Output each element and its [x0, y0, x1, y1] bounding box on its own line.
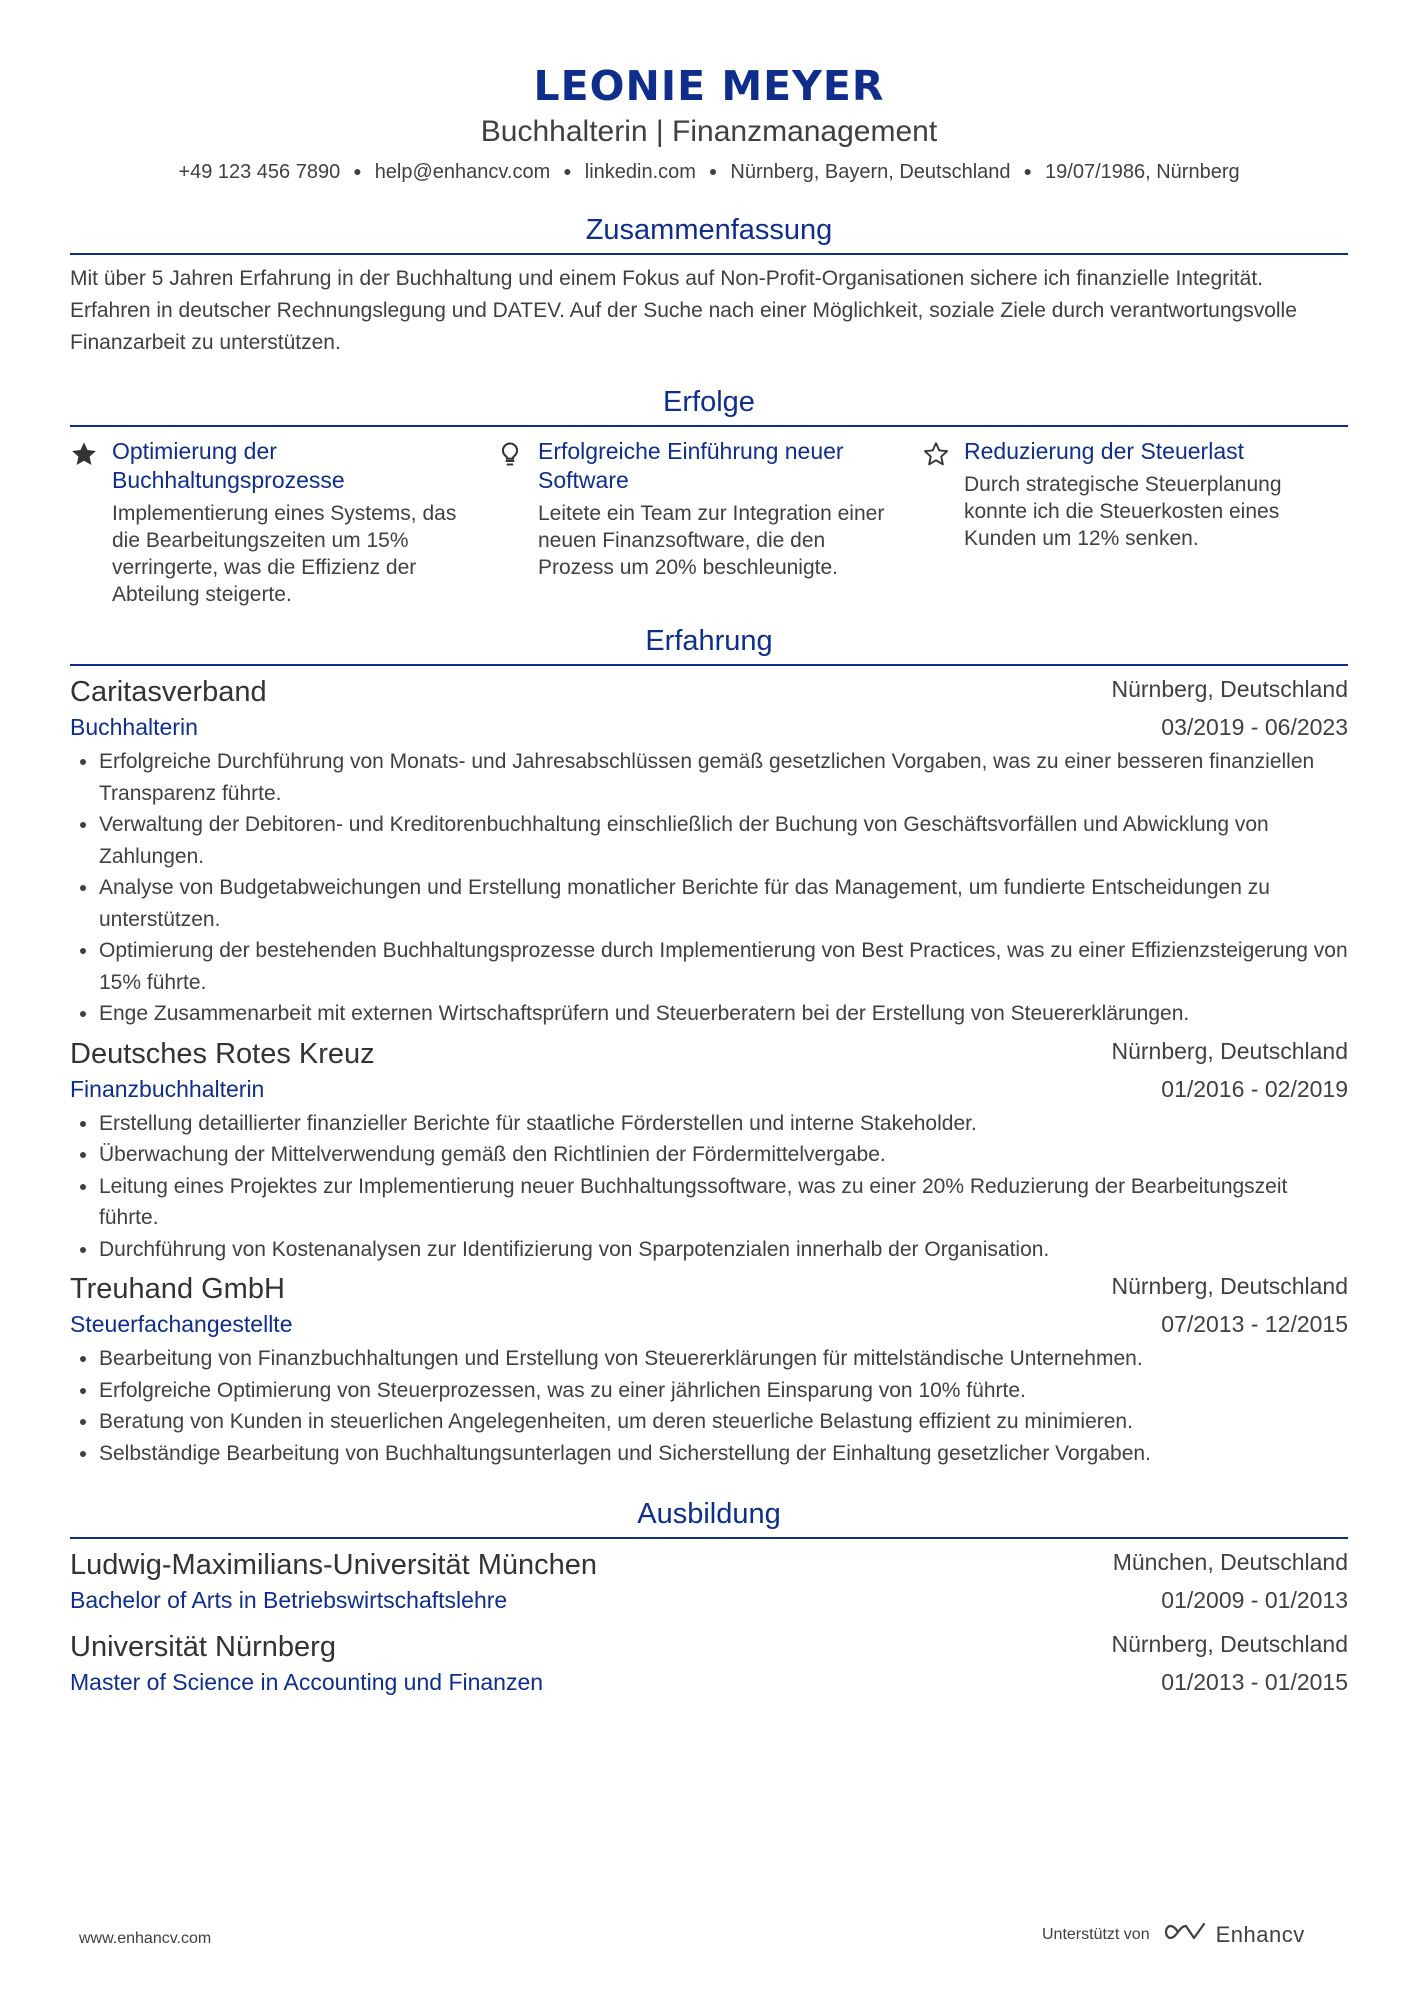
list-item: • Erfolgreiche Optimierung von Steuerprozessen, was zu einer jährlichen Einsparung von 10% führte. [99, 1375, 1348, 1407]
list-item: • Überwachung der Mittelverwendung gemäß den Richtlinien der Fördermittelvergabe. [99, 1139, 1348, 1171]
job-bullets [70, 746, 1348, 1030]
summary-text: Mit über 5 Jahren Erfahrung in der Buchhaltung und einem Fokus auf Non-Profit-Organisationen sichere ich finanzielle Integrität. Erfahren in deutscher Rechnungslegung und DATEV. Auf der Suche nach einer Möglichkeit, soziale Ziele durch verantwortungsvolle Finanzarbeit zu unterstützen. [70, 267, 1297, 354]
edu-dates: 01/2013 - 01/2015 [1161, 1669, 1348, 1695]
edu-degree: Bachelor of Arts in Betriebswirtschaftslehre [70, 1587, 508, 1613]
enhancv-logo-icon [1164, 1920, 1208, 1949]
job-bullets [70, 1343, 1348, 1469]
footer-website[interactable]: www.enhancv.com [79, 1930, 212, 1947]
job-dates: 07/2013 - 12/2015 [1161, 1311, 1348, 1337]
job-dates: 03/2019 - 06/2023 [1161, 714, 1348, 740]
contact-birth: 19/07/1986, Nürnberg [1045, 161, 1240, 183]
achievement-title: Optimierung der Buchhaltungsprozesse [112, 438, 345, 493]
list-item: • Beratung von Kunden in steuerlichen Angelegenheiten, um deren steuerliche Belastung effizient zu minimieren. [99, 1406, 1348, 1438]
job-role: Steuerfachangestellte [70, 1311, 293, 1337]
job-location: Nürnberg, Deutschland [1111, 676, 1348, 702]
section-title-education: Ausbildung [70, 1497, 1348, 1539]
job-company: Deutsches Rotes Kreuz [70, 1037, 375, 1070]
job-company: Caritasverband [70, 676, 267, 708]
achievement-item [496, 437, 922, 608]
contact-location: Nürnberg, Bayern, Deutschland [730, 161, 1011, 183]
footer-branding [1042, 1920, 1305, 1949]
candidate-subtitle: Buchhalterin | Finanzmanagement [480, 115, 938, 148]
job-role: Buchhalterin [70, 714, 198, 740]
job-entry [70, 1036, 1348, 1266]
achievement-text: Durch strategische Steuerplanung konnte ich die Steuerkosten eines Kunden um 12% senken. [964, 473, 1282, 550]
job-company: Treuhand GmbH [70, 1273, 285, 1305]
achievement-text: Leitete ein Team zur Integration einer neuen Finanzsoftware, die den Prozess um 20% beschleunigte. [538, 502, 885, 579]
achievement-title: Erfolgreiche Einführung neuer Software [538, 438, 844, 493]
section-title-summary: Zusammenfassung [70, 213, 1348, 255]
star-filled-icon [70, 437, 112, 608]
bullet-separator: ● [563, 163, 572, 179]
edu-dates: 01/2009 - 01/2013 [1161, 1587, 1348, 1613]
edu-location: Nürnberg, Deutschland [1111, 1631, 1348, 1657]
job-location: Nürnberg, Deutschland [1111, 1273, 1348, 1299]
list-item: • Erstellung detaillierter finanzieller Berichte für staatliche Förderstellen und interne Stakeholder. [99, 1108, 1348, 1140]
list-item: • Verwaltung der Debitoren- und Kreditorenbuchhaltung einschließlich der Buchung von Geschäftsvorfällen und Abwicklung von Zahlungen. [99, 809, 1348, 872]
experience-section [70, 624, 1348, 1469]
summary-section [70, 213, 1348, 359]
section-title-experience: Erfahrung [70, 624, 1348, 666]
resume-page [70, 0, 1348, 1697]
education-section [70, 1497, 1348, 1697]
edu-school: Ludwig-Maximilians-Universität München [70, 1549, 598, 1581]
job-dates: 01/2016 - 02/2019 [1161, 1075, 1348, 1102]
achievement-item [70, 437, 496, 608]
edu-school: Universität Nürnberg [70, 1631, 336, 1663]
education-entry [70, 1547, 1348, 1615]
achievement-text: Implementierung eines Systems, das die Bearbeitungszeiten um 15% verringerte, was die Effizienz der Abteilung steigerte. [112, 502, 457, 606]
bullet-separator: ● [1023, 163, 1033, 179]
job-role: Finanzbuchhalterin [70, 1075, 265, 1102]
education-entry [70, 1629, 1348, 1697]
lightbulb-icon [496, 437, 538, 608]
star-outline-icon [922, 437, 964, 608]
job-entry [70, 1271, 1348, 1469]
job-location: Nürnberg, Deutschland [1111, 1037, 1348, 1064]
list-item: • Analyse von Budgetabweichungen und Erstellung monatlicher Berichte für das Management, um fundierte Entscheidungen zu unterstützen. [99, 872, 1348, 935]
candidate-name: LEONIE MEYER [533, 62, 885, 110]
list-item: • Enge Zusammenarbeit mit externen Wirtschaftsprüfern und Steuerberatern bei der Erstellung von Steuererklärungen. [99, 998, 1348, 1030]
list-item: • Selbständige Bearbeitung von Buchhaltungsunterlagen und Sicherstellung der Einhaltung gesetzlicher Vorgaben. [99, 1438, 1348, 1470]
bullet-separator: ● [353, 163, 362, 179]
job-bullets [70, 1108, 1348, 1266]
list-item: • Leitung eines Projektes zur Implementierung neuer Buchhaltungssoftware, was zu einer 20% Reduzierung der Bearbeitungszeit führte. [99, 1171, 1348, 1234]
section-title-achievements: Erfolge [70, 385, 1348, 427]
achievement-title: Reduzierung der Steuerlast [964, 438, 1244, 464]
achievements-section [70, 385, 1348, 608]
contact-linkedin[interactable]: linkedin.com [584, 161, 696, 183]
bullet-separator: ● [708, 163, 718, 179]
contact-line [70, 158, 1348, 185]
achievement-item [922, 437, 1348, 608]
job-entry [70, 674, 1348, 1030]
contact-phone[interactable]: +49 123 456 7890 [178, 161, 341, 183]
footer-powered-by: Unterstützt von [1042, 1925, 1150, 1943]
list-item: • Erfolgreiche Durchführung von Monats- und Jahresabschlüssen gemäß gesetzlichen Vorgaben, was zu einer besseren finanziellen Transparenz führte. [99, 746, 1348, 809]
edu-location: München, Deutschland [1112, 1549, 1348, 1575]
footer-brand[interactable]: Enhancv [1215, 1921, 1305, 1947]
edu-degree: Master of Science in Accounting und Finanzen [70, 1669, 544, 1695]
list-item: • Optimierung der bestehenden Buchhaltungsprozesse durch Implementierung von Best Practices, was zu einer Effizienzsteigerung von 15% führte. [99, 935, 1348, 998]
list-item: • Durchführung von Kostenanalysen zur Identifizierung von Sparpotenzialen innerhalb der Organisation. [99, 1234, 1348, 1266]
list-item: • Bearbeitung von Finanzbuchhaltungen und Erstellung von Steuererklärungen für mittelständische Unternehmen. [99, 1343, 1348, 1375]
contact-email[interactable]: help@enhancv.com [374, 161, 551, 183]
